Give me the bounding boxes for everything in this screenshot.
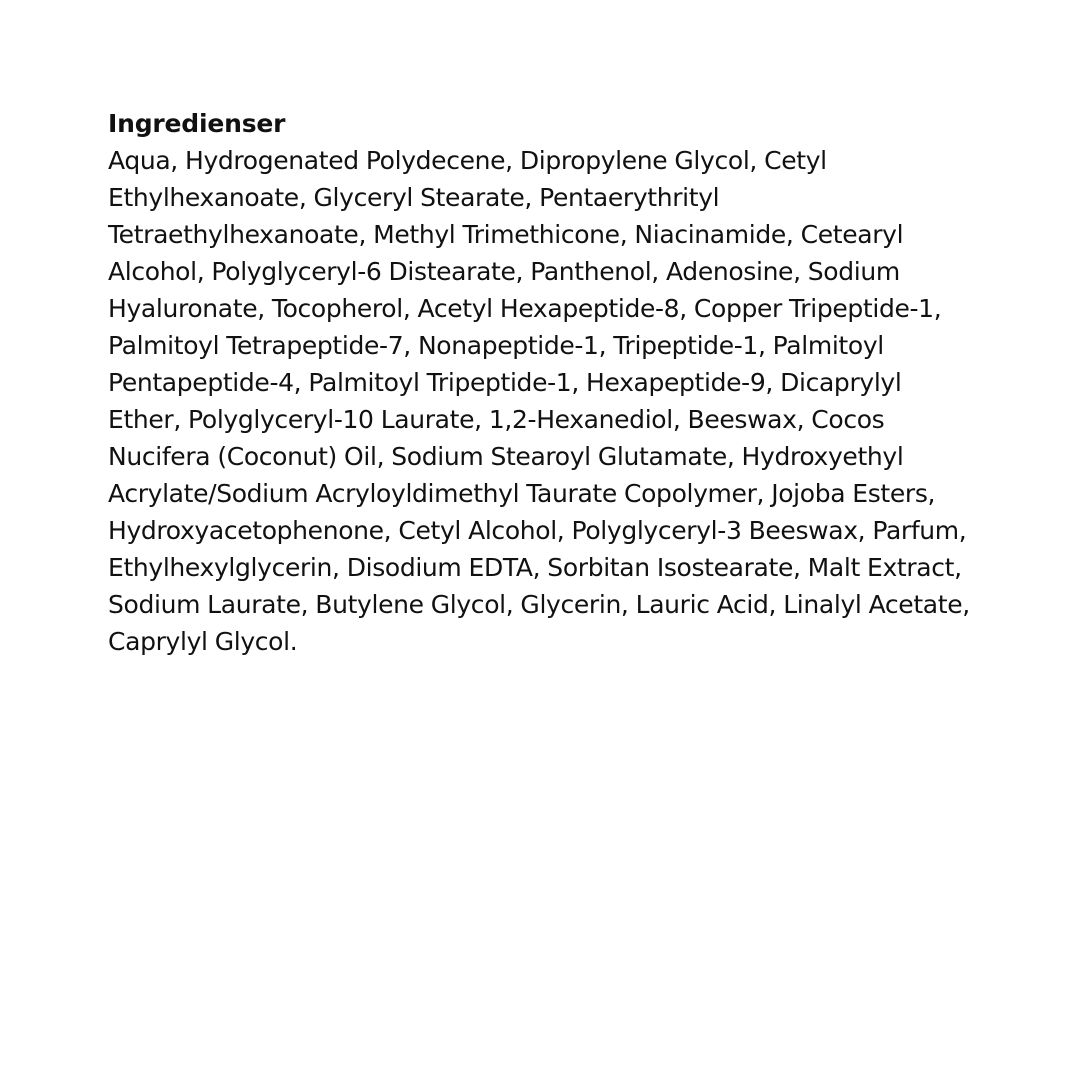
ingredients-list: Aqua, Hydrogenated Polydecene, Dipropylene Glycol, Cetyl Ethylhexanoate, Glyceryl Stearate, Pentaerythrityl Tetraethylhexanoate, Methyl Trimethicone, Niacinamide, Cetearyl Alcohol, Polyglyceryl-6 Distearate, Panthenol, Adenosine, Sodium Hyaluronate, Tocopherol, Acetyl Hexapeptide-8, Copper Tripeptide-1, Palmitoyl Tetrapeptide-7, Nonapeptide-1, Tripeptide-1, Palmitoyl Pentapeptide-4, Palmitoyl Tripeptide-1, Hexapeptide-9, Dicaprylyl Ether, Polyglyceryl-10 Laurate, 1,2-Hexanediol, Beeswax, Cocos Nucifera (Coconut) Oil, Sodium Stearoyl Glutamate, Hydroxyethyl Acrylate/Sodium Acryloyldimethyl Taurate Copolymer, Jojoba Esters, Hydroxyacetophenone, Cetyl Alcohol, Polyglyceryl-3 Beeswax, Parfum, Ethylhexylglycerin, Disodium EDTA, Sorbitan Isostearate, Malt Extract, Sodium Laurate, Butylene Glycol, Glycerin, Lauric Acid, Linalyl Acetate, Caprylyl Glycol. (108, 146, 970, 656)
ingredients-section (108, 105, 978, 660)
ingredients-heading: Ingredienser (108, 109, 286, 138)
